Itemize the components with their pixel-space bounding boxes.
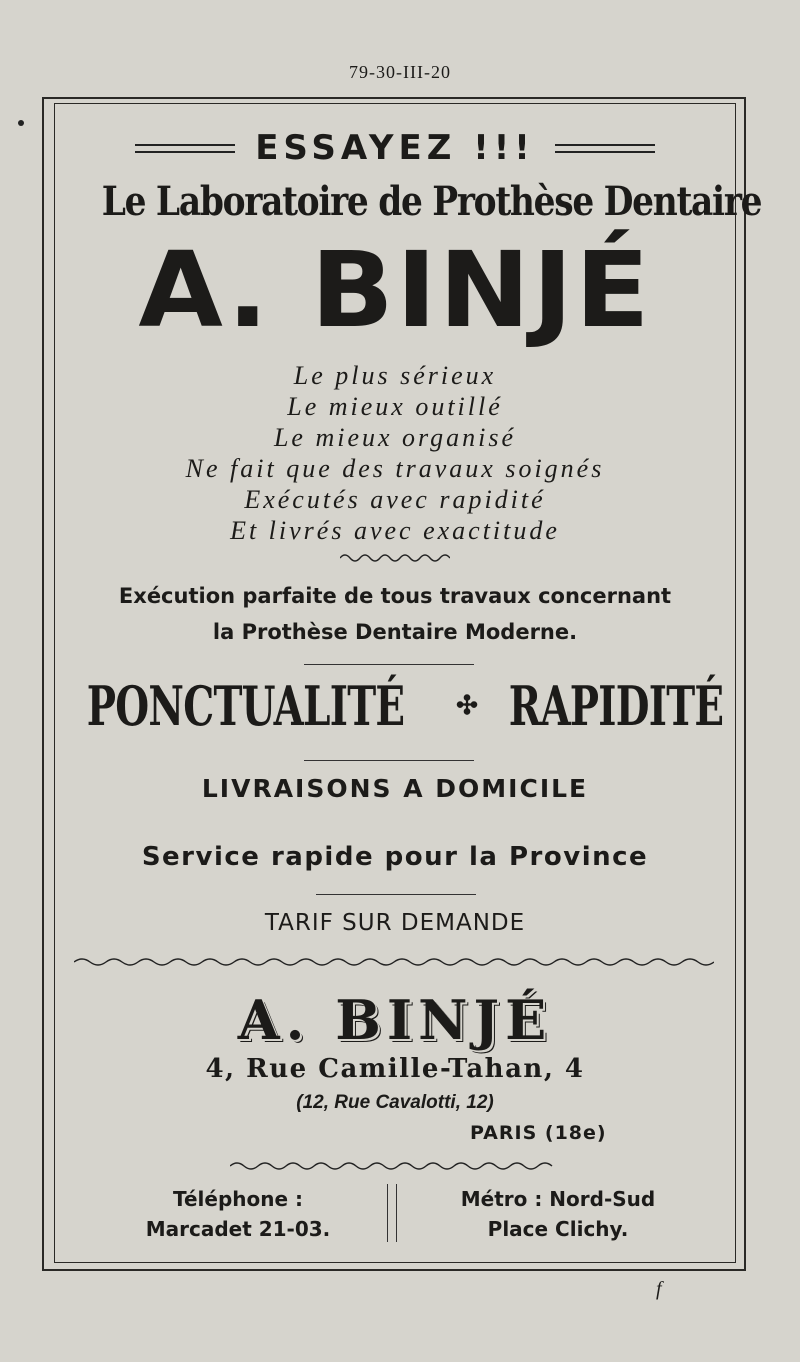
corner-signature-mark: f (656, 1278, 662, 1300)
divider-rule (304, 760, 474, 761)
motto-ponctualite: PONCTUALITÉ (86, 674, 405, 738)
slogan-item: Le mieux outillé (287, 392, 503, 421)
double-rule-left (135, 144, 235, 153)
wavy-ornament-medium (230, 1160, 560, 1172)
company-name-footer: A. BINJÉ (237, 988, 553, 1052)
metro-block (428, 1184, 688, 1244)
slogan-item: Le plus sérieux (293, 361, 497, 390)
slogan-item: Exécutés avec rapidité (244, 485, 546, 514)
wavy-ornament-wide (74, 956, 714, 968)
slogan-item: Ne fait que des travaux soignés (185, 454, 605, 483)
essayez-heading (54, 128, 736, 168)
address-line: 4, Rue Camille-Tahan, 4 (205, 1054, 585, 1084)
tarif-text: TARIF SUR DEMANDE (264, 910, 526, 936)
metro-value: Place Clichy. (487, 1217, 629, 1241)
divider-rule (304, 664, 474, 665)
slogan-item: Et livrés avec exactitude (230, 516, 560, 545)
company-name-large: A. BINJÉ (138, 229, 652, 351)
phone-label: Téléphone : (172, 1187, 304, 1211)
execution-line-2: la Prothèse Dentaire Moderne. (212, 620, 578, 644)
livraisons-text: LIVRAISONS A DOMICILE (201, 774, 589, 803)
wavy-ornament-small (340, 552, 450, 564)
ornament-star-icon: ✣ (456, 691, 477, 721)
execution-text (54, 578, 736, 650)
motto-line (54, 674, 736, 738)
vertical-divider (387, 1184, 397, 1242)
metro-label: Métro : Nord-Sud (460, 1187, 656, 1211)
divider-rule (316, 894, 476, 895)
essayez-text: ESSAYEZ !!! (255, 128, 535, 168)
slogan-list (54, 360, 736, 546)
service-text: Service rapide pour la Province (141, 842, 649, 872)
phone-block (118, 1184, 358, 1244)
execution-line-1: Exécution parfaite de tous travaux concernant (118, 584, 672, 608)
double-rule-right (555, 144, 655, 153)
slogan-item: Le mieux organisé (273, 423, 517, 452)
address-alt-line: (12, Rue Cavalotti, 12) (296, 1092, 494, 1113)
laboratoire-heading: Le Laboratoire de Prothèse Dentaire (101, 178, 762, 225)
page-reference: 79-30-III-20 (349, 62, 451, 82)
phone-value: Marcadet 21-03. (145, 1217, 331, 1241)
city-line: PARIS (18e) (470, 1122, 607, 1144)
margin-dot (18, 120, 24, 126)
motto-rapidite: RAPIDITÉ (508, 674, 724, 738)
